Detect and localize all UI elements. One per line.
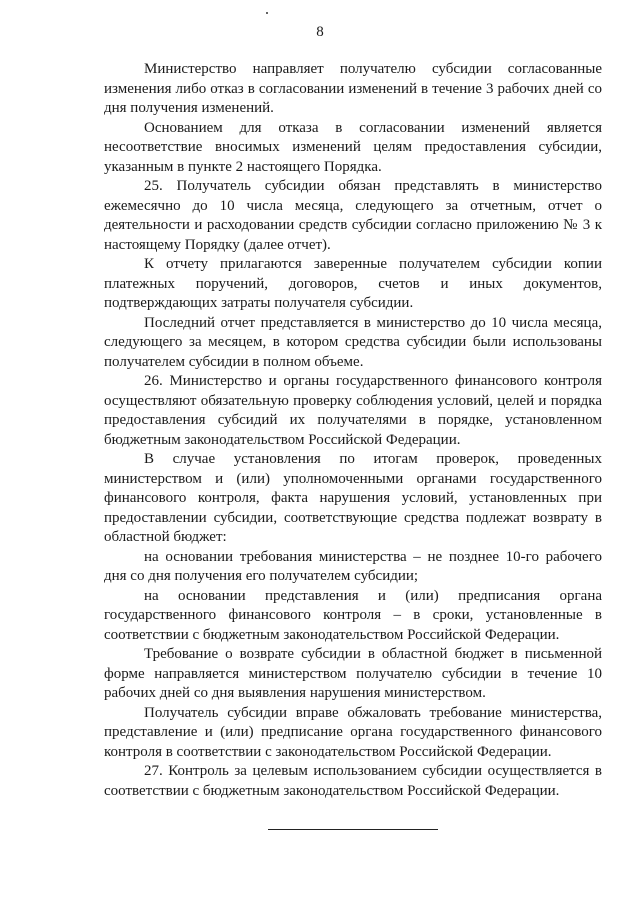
paragraph: Основанием для отказа в согласовании изменений является несоответствие вносимых изменений целям предоставления субсидии, указанным в пункте 2 настоящего Порядка. (104, 119, 602, 175)
paragraph: Последний отчет представляется в министерство до 10 числа месяца, следующего за месяцем, в котором средства субсидии были использованы получателем субсидии в полном объеме. (104, 314, 602, 370)
paragraph-item-25: 25. Получатель субсидии обязан представлять в министерство ежемесячно до 10 числа месяца, следующего за отчетным, отчет о деятельности и расходовании средств субсидии согласно приложению № 3 к настоящему Порядку (далее отчет). (104, 178, 602, 253)
paragraph: Министерство направляет получателю субсидии согласованные изменения либо отказ в согласовании изменений в течение 3 рабочих дней со дня получения изменений. (104, 61, 602, 116)
page-number: 8 (316, 24, 324, 40)
paragraph: Получатель субсидии вправе обжаловать требование министерства, представление и (или) предписание органа государственного финансового контроля в соответствии с законодательством Российской Федерации. (104, 704, 602, 760)
paragraph-list-item: на основании представления и (или) предписания органа государственного финансового контроля – в сроки, установленные в соответствии с бюджетным законодательством Российской Федерации. (104, 587, 602, 643)
paragraph: Требование о возврате субсидии в областной бюджет в письменной форме направляется министерством получателю субсидии в течение 10 рабочих дней со дня выявления нарушения министерством. (104, 646, 602, 701)
paragraph-list-item: на основании требования министерства – не позднее 10-го рабочего дня со дня получения его получателем субсидии; (104, 548, 602, 584)
paragraph: К отчету прилагаются заверенные получателем субсидии копии платежных поручений, договоров, счетов и иных документов, подтверждающих затраты получателя субсидии. (104, 256, 602, 311)
closing-divider (268, 829, 438, 830)
paragraph-item-26: 26. Министерство и органы государственного финансового контроля осуществляют обязательную проверку соблюдения условий, целей и порядка предоставления субсидий их получателями в порядке, установленном бюджетным законодательством Российской Федерации. (104, 373, 602, 448)
document-body (104, 60, 602, 830)
paragraph-item-27: 27. Контроль за целевым использованием субсидии осуществляется в соответствии с бюджетным законодательством Российской Федерации. (104, 763, 602, 799)
stray-dot-mark (266, 12, 268, 14)
paragraph: В случае установления по итогам проверок, проведенных министерством и (или) уполномоченными органами государственного финансового контроля, факта нарушения условий, установленных при предоставлении субсидии, соответствующие средства подлежат возврату в областной бюджет: (104, 451, 602, 545)
